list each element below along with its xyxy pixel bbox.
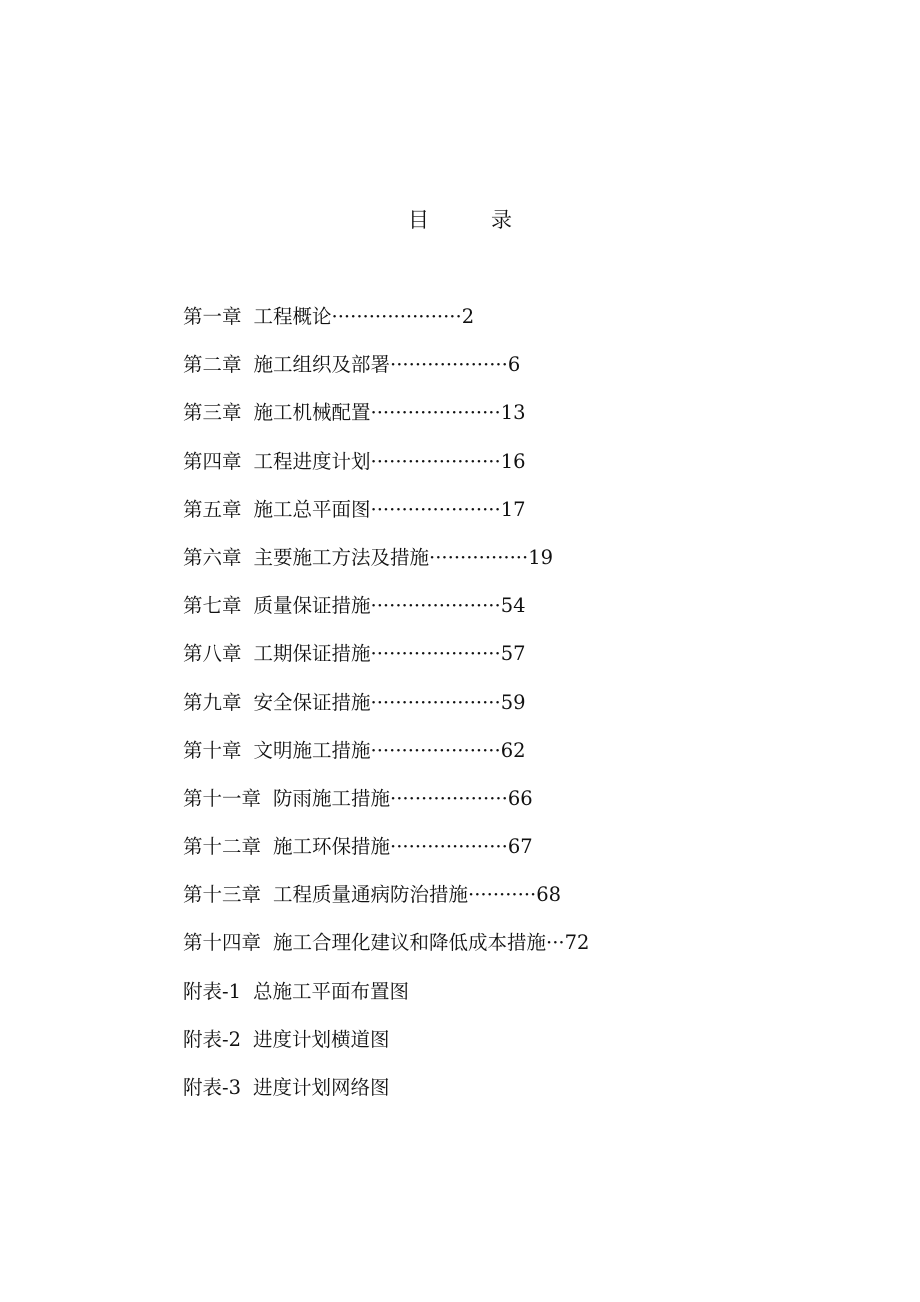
toc-entry — [183, 879, 743, 927]
toc-entry-page: 16 — [500, 449, 526, 473]
toc-entry-chapter: 第三章 — [183, 401, 242, 425]
toc-entry-name: 防雨施工措施 — [273, 786, 391, 810]
toc-appendix-name: 进度计划网络图 — [253, 1076, 390, 1099]
toc-entry — [183, 446, 743, 494]
toc-entry-page: 54 — [500, 594, 526, 618]
toc-entry-leader: ····················· — [331, 305, 462, 328]
toc-entry-page: 62 — [500, 738, 526, 762]
toc-entry-chapter: 第十三章 — [183, 883, 262, 907]
toc-entry — [183, 735, 743, 783]
toc-title — [0, 206, 920, 234]
toc-entry — [183, 927, 743, 975]
toc-entry-name: 文明施工措施 — [253, 738, 371, 762]
toc-entry-chapter: 第四章 — [183, 449, 242, 473]
toc-entry-leader: ··················· — [390, 353, 508, 377]
toc-entry-chapter: 第二章 — [183, 353, 242, 377]
toc-entry-page: 68 — [536, 883, 562, 907]
toc-entry — [183, 494, 743, 542]
toc-entry-name: 质量保证措施 — [253, 594, 371, 618]
toc-entry-name: 工程概论 — [253, 305, 332, 328]
toc-entry-chapter: 第九章 — [183, 690, 242, 714]
toc-entry-page: 13 — [500, 401, 526, 425]
toc-entry-page: 66 — [507, 786, 533, 810]
toc-entry-name: 施工组织及部署 — [253, 353, 391, 377]
toc-entry-page: 2 — [461, 305, 475, 328]
toc-entry — [183, 349, 743, 397]
toc-entry-leader: ··········· — [468, 883, 537, 907]
toc-entry-chapter: 第六章 — [183, 545, 242, 569]
toc-appendix — [183, 1072, 743, 1120]
toc-entry-page: 19 — [528, 545, 554, 569]
toc-title-left: 目 — [408, 208, 429, 232]
toc-entry — [183, 301, 743, 349]
toc-entry-name: 安全保证措施 — [253, 690, 371, 714]
toc-entry-leader: ··· — [546, 931, 565, 955]
toc-entry-chapter: 第十四章 — [183, 931, 262, 955]
toc-entry-page: 59 — [500, 690, 526, 714]
toc-appendix-name: 进度计划横道图 — [253, 1027, 390, 1051]
toc-entry-leader: ····················· — [370, 738, 501, 762]
toc-entry — [183, 397, 743, 445]
toc-entry — [183, 687, 743, 735]
toc-appendix-name: 总施工平面布置图 — [253, 979, 410, 1003]
toc-entry-name: 施工环保措施 — [273, 835, 391, 859]
toc-entry-leader: ··················· — [390, 835, 508, 859]
toc-entry-leader: ····················· — [370, 449, 501, 473]
toc-entry-leader: ····················· — [370, 642, 501, 666]
toc-entry-leader: ····················· — [370, 497, 501, 521]
toc-entry-chapter: 第一章 — [183, 305, 242, 328]
toc-entry — [183, 831, 743, 879]
toc-entry-name: 工期保证措施 — [253, 642, 371, 666]
toc-entry-name: 工程质量通病防治措施 — [273, 883, 469, 907]
toc-entry-chapter: 第十一章 — [183, 786, 262, 810]
toc-entry-leader: ····················· — [370, 401, 501, 425]
toc-entry — [183, 542, 743, 590]
toc-entry-chapter: 第八章 — [183, 642, 242, 666]
toc-entry-leader: ····················· — [370, 594, 501, 618]
toc-entry-name: 工程进度计划 — [253, 449, 371, 473]
toc-appendix-label: 附表-2 — [183, 1027, 241, 1051]
toc-entry-page: 17 — [500, 497, 526, 521]
toc-entry-chapter: 第十二章 — [183, 835, 262, 859]
toc-entry-page: 57 — [500, 642, 526, 666]
toc-entry-name: 主要施工方法及措施 — [253, 545, 430, 569]
toc-entry-chapter: 第五章 — [183, 497, 242, 521]
toc-entry-leader: ····················· — [370, 690, 501, 714]
toc-appendix — [183, 1024, 743, 1072]
toc-entry-chapter: 第十章 — [183, 738, 242, 762]
toc-entry-page: 67 — [507, 835, 533, 859]
toc-entry-name: 施工机械配置 — [253, 401, 371, 425]
toc-list — [183, 301, 743, 1120]
toc-entry-name: 施工合理化建议和降低成本措施 — [273, 931, 547, 955]
toc-entry-page: 6 — [507, 353, 521, 377]
toc-entry — [183, 638, 743, 686]
toc-entry-leader: ················ — [429, 545, 529, 569]
toc-appendix-label: 附表-3 — [183, 1076, 241, 1099]
toc-entry — [183, 783, 743, 831]
toc-entry-page: 72 — [564, 931, 590, 955]
toc-entry — [183, 590, 743, 638]
toc-entry-leader: ··················· — [390, 786, 508, 810]
toc-appendix-label: 附表-1 — [183, 979, 241, 1003]
toc-entry-name: 施工总平面图 — [253, 497, 371, 521]
toc-title-right: 录 — [491, 208, 512, 232]
toc-appendix — [183, 976, 743, 1024]
toc-entry-chapter: 第七章 — [183, 594, 242, 618]
